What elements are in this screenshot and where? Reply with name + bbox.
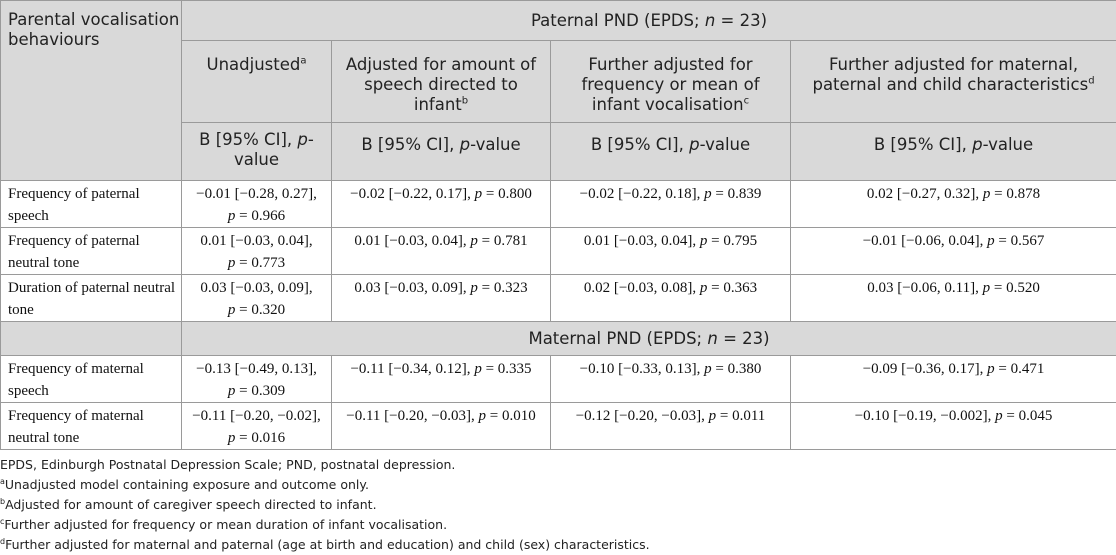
cell-p-value: 0.011 <box>732 408 765 424</box>
table-row <box>1 228 1116 275</box>
paternal-section-title <box>182 1 1116 41</box>
table-row <box>1 356 1116 403</box>
cell-p-equals: = <box>486 408 502 424</box>
cell-estimate: −0.12 [−0.20, −0.03], <box>576 408 705 424</box>
table-cell <box>182 228 332 275</box>
cell-estimate: −0.09 [−0.36, 0.17], <box>863 361 984 377</box>
maternal-title-suffix: = 23) <box>718 329 770 348</box>
cell-p-value: 0.795 <box>723 233 757 249</box>
table-cell <box>182 356 332 403</box>
cell-p-value: 0.773 <box>251 255 285 271</box>
cell-p-symbol: p <box>983 280 991 296</box>
table-cell <box>791 403 1116 450</box>
footnote <box>0 475 1116 495</box>
cell-p-value: 0.363 <box>723 280 757 296</box>
stat-header-p: p <box>972 135 982 154</box>
model-header-label: Adjusted for amount of speech directed to infant <box>346 55 536 114</box>
stat-header-4 <box>791 123 1116 181</box>
cell-p-value: 0.520 <box>1006 280 1040 296</box>
cell-p-equals: = <box>712 361 728 377</box>
model-header-label: Unadjusted <box>207 55 301 74</box>
paternal-title-prefix: Paternal PND (EPDS; <box>531 11 705 30</box>
stat-header-3 <box>551 123 791 181</box>
table-cell <box>551 403 791 450</box>
maternal-section-row <box>1 322 1116 356</box>
cell-estimate: −0.11 [−0.20, −0.02], <box>182 405 331 427</box>
row-label: Duration of paternal neutral tone <box>1 275 182 322</box>
cell-p-value: 0.016 <box>251 430 285 446</box>
table-cell <box>791 228 1116 275</box>
cell-estimate: 0.01 [−0.03, 0.04], <box>354 233 466 249</box>
cell-p-equals: = <box>235 255 251 271</box>
cell-p-value: 0.309 <box>251 383 285 399</box>
cell-p-value: 0.323 <box>494 280 528 296</box>
stat-header-p: p <box>460 135 470 154</box>
cell-p-equals: = <box>990 186 1006 202</box>
row-label: Frequency of maternal neutral tone <box>1 403 182 450</box>
model-header-2 <box>332 41 551 123</box>
cell-estimate: −0.02 [−0.22, 0.17], <box>350 186 471 202</box>
table-cell <box>332 228 551 275</box>
footnotes <box>0 455 1116 555</box>
stat-header-suffix: -value <box>700 135 751 154</box>
cell-p-symbol: p <box>475 186 483 202</box>
cell-p-equals: = <box>478 280 494 296</box>
cell-estimate: −0.13 [−0.49, 0.13], <box>182 358 331 380</box>
cell-p-value: 0.335 <box>498 361 532 377</box>
footnote-sup: d <box>0 537 5 546</box>
footnote-text: Further adjusted for maternal and paternal (age at birth and education) and child (sex) characteristics. <box>5 537 650 552</box>
table-row <box>1 275 1116 322</box>
cell-p-value: 0.800 <box>498 186 532 202</box>
paternal-body <box>1 181 1116 322</box>
table-cell <box>791 275 1116 322</box>
cell-p-equals: = <box>235 208 251 224</box>
maternal-title-prefix: Maternal PND (EPDS; <box>528 329 707 348</box>
cell-p-equals: = <box>482 186 498 202</box>
stat-header-prefix: B [95% CI], <box>591 135 689 154</box>
footnote-sup: a <box>0 477 5 486</box>
cell-estimate: −0.02 [−0.22, 0.18], <box>580 186 701 202</box>
cell-p-value: 0.045 <box>1019 408 1053 424</box>
cell-p-equals: = <box>712 186 728 202</box>
table-cell <box>791 181 1116 228</box>
footnote-text: EPDS, Edinburgh Postnatal Depression Scale; PND, postnatal depression. <box>0 457 455 472</box>
cell-p-equals: = <box>235 302 251 318</box>
table-cell <box>332 403 551 450</box>
footnote <box>0 455 1116 475</box>
cell-p-value: 0.010 <box>502 408 536 424</box>
cell-p-symbol: p <box>983 186 991 202</box>
table-cell <box>182 275 332 322</box>
cell-p-symbol: p <box>704 361 712 377</box>
cell-p-equals: = <box>995 233 1011 249</box>
table-cell <box>182 181 332 228</box>
table-cell <box>551 228 791 275</box>
cell-estimate: 0.01 [−0.03, 0.04], <box>584 233 696 249</box>
cell-p-equals: = <box>995 361 1011 377</box>
table-row <box>1 403 1116 450</box>
stat-header-prefix: B [95% CI], <box>361 135 459 154</box>
cell-p-equals: = <box>716 408 732 424</box>
cell-estimate: 0.03 [−0.03, 0.09], <box>354 280 466 296</box>
model-header-4 <box>791 41 1116 123</box>
stat-header-2 <box>332 123 551 181</box>
model-header-1 <box>182 41 332 123</box>
cell-p-symbol: p <box>470 280 478 296</box>
paternal-title-n: n <box>705 11 715 30</box>
cell-p-symbol: p <box>479 408 487 424</box>
cell-p-equals: = <box>1003 408 1019 424</box>
cell-estimate: −0.10 [−0.19, −0.002], <box>855 408 992 424</box>
cell-p-equals: = <box>478 233 494 249</box>
cell-estimate: 0.03 [−0.03, 0.09], <box>182 277 331 299</box>
footnote-sup: c <box>0 517 4 526</box>
table-row <box>1 181 1116 228</box>
model-header-sup: b <box>462 96 468 107</box>
row-label: Frequency of paternal neutral tone <box>1 228 182 275</box>
cell-estimate: −0.10 [−0.33, 0.13], <box>580 361 701 377</box>
cell-p-value: 0.966 <box>251 208 285 224</box>
table-cell <box>551 275 791 322</box>
cell-p-symbol: p <box>228 383 236 399</box>
paternal-title-suffix: = 23) <box>715 11 767 30</box>
cell-p-equals: = <box>990 280 1006 296</box>
cell-p-symbol: p <box>228 255 236 271</box>
stat-header-suffix: -value <box>234 130 314 169</box>
cell-p-value: 0.781 <box>494 233 528 249</box>
cell-p-symbol: p <box>700 280 708 296</box>
cell-estimate: −0.11 [−0.34, 0.12], <box>350 361 470 377</box>
footnote-text: Adjusted for amount of caregiver speech directed to infant. <box>5 497 376 512</box>
row-label: Frequency of maternal speech <box>1 356 182 403</box>
cell-p-symbol: p <box>987 361 995 377</box>
cell-p-value: 0.380 <box>728 361 762 377</box>
model-header-sup: a <box>300 56 306 67</box>
model-header-3 <box>551 41 791 123</box>
cell-p-symbol: p <box>474 361 482 377</box>
model-header-sup: c <box>744 96 750 107</box>
cell-p-value: 0.839 <box>728 186 762 202</box>
cell-estimate: 0.02 [−0.27, 0.32], <box>867 186 979 202</box>
table-cell <box>332 356 551 403</box>
maternal-body <box>1 356 1116 450</box>
cell-p-symbol: p <box>700 233 708 249</box>
cell-p-symbol: p <box>470 233 478 249</box>
maternal-section-title <box>182 322 1116 356</box>
cell-estimate: 0.03 [−0.06, 0.11], <box>867 280 979 296</box>
cell-p-equals: = <box>235 430 251 446</box>
cell-estimate: −0.01 [−0.06, 0.04], <box>863 233 984 249</box>
cell-p-symbol: p <box>987 233 995 249</box>
stat-header-p: p <box>689 135 699 154</box>
table-cell <box>791 356 1116 403</box>
stat-header-prefix: B [95% CI], <box>199 130 297 149</box>
cell-p-symbol: p <box>228 302 236 318</box>
cell-p-symbol: p <box>709 408 717 424</box>
model-header-label: Further adjusted for maternal, paternal and child characteristics <box>812 55 1088 94</box>
cell-p-symbol: p <box>228 208 236 224</box>
cell-p-symbol: p <box>704 186 712 202</box>
stat-header-suffix: -value <box>983 135 1034 154</box>
cell-estimate: −0.11 [−0.20, −0.03], <box>346 408 475 424</box>
model-header-label: Further adjusted for frequency or mean of infant vocalisation <box>581 55 759 114</box>
footnote <box>0 515 1116 535</box>
cell-p-value: 0.471 <box>1011 361 1045 377</box>
footnote <box>0 495 1116 515</box>
maternal-title-n: n <box>707 329 717 348</box>
table-cell <box>332 275 551 322</box>
cell-p-equals: = <box>707 233 723 249</box>
table-cell <box>551 181 791 228</box>
table-cell <box>551 356 791 403</box>
stat-header-suffix: -value <box>470 135 521 154</box>
cell-p-symbol: p <box>228 430 236 446</box>
cell-estimate: 0.02 [−0.03, 0.08], <box>584 280 696 296</box>
cell-p-value: 0.567 <box>1011 233 1045 249</box>
cell-p-equals: = <box>482 361 498 377</box>
footnote-text: Unadjusted model containing exposure and outcome only. <box>5 477 369 492</box>
cell-p-value: 0.878 <box>1006 186 1040 202</box>
cell-p-equals: = <box>235 383 251 399</box>
table-cell <box>182 403 332 450</box>
cell-p-value: 0.320 <box>251 302 285 318</box>
row-label-header <box>1 1 182 181</box>
row-label-header-text: Parental vocalisation behaviours <box>8 10 179 49</box>
row-label: Frequency of paternal speech <box>1 181 182 228</box>
cell-estimate: 0.01 [−0.03, 0.04], <box>182 230 331 252</box>
footnote-sup: b <box>0 497 5 506</box>
cell-estimate: −0.01 [−0.28, 0.27], <box>182 183 331 205</box>
stat-header-1 <box>182 123 332 181</box>
maternal-section-blank <box>1 322 182 356</box>
stat-header-p: p <box>297 130 307 149</box>
model-header-sup: d <box>1088 76 1094 87</box>
cell-p-equals: = <box>707 280 723 296</box>
cell-p-symbol: p <box>995 408 1003 424</box>
footnote <box>0 535 1116 555</box>
footnote-text: Further adjusted for frequency or mean duration of infant vocalisation. <box>4 517 447 532</box>
table-cell <box>332 181 551 228</box>
stat-header-prefix: B [95% CI], <box>874 135 972 154</box>
